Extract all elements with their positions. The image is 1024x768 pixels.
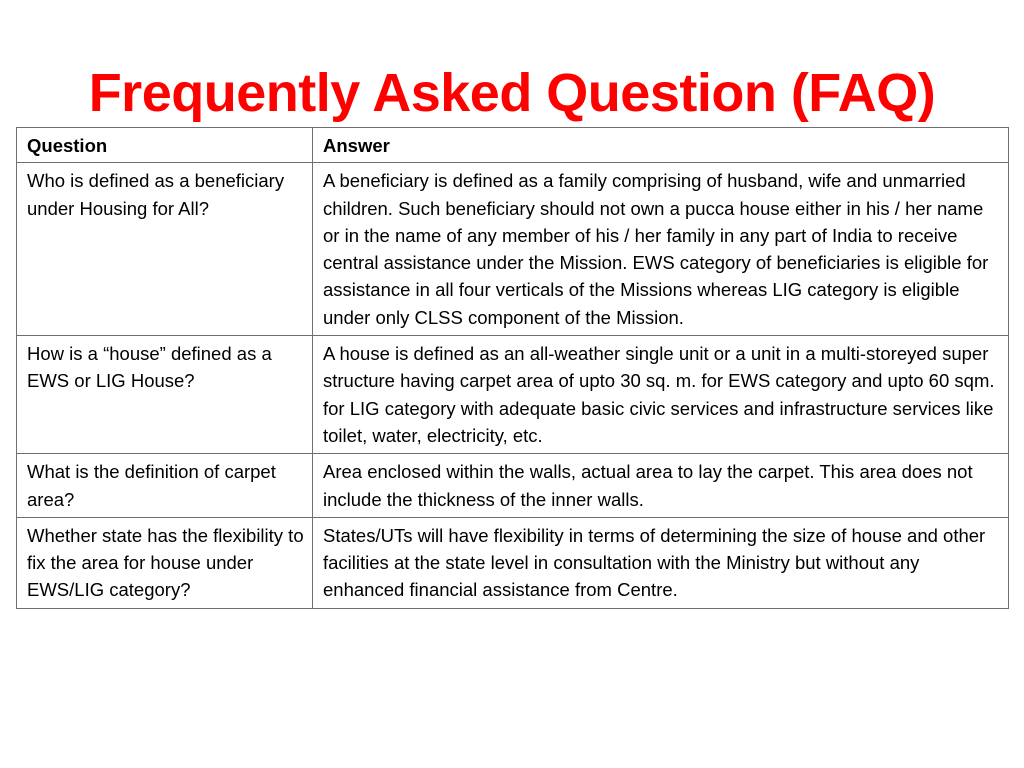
faq-table bbox=[16, 127, 1009, 609]
answer-cell: Area enclosed within the walls, actual area to lay the carpet. This area does not include the thickness of the inner walls. bbox=[313, 454, 1009, 518]
question-cell: Who is defined as a beneficiary under Housing for All? bbox=[17, 163, 313, 336]
table-row bbox=[17, 517, 1009, 608]
column-header-question: Question bbox=[17, 128, 313, 163]
answer-cell: A beneficiary is defined as a family comprising of husband, wife and unmarried children. Such beneficiary should not own a pucca house either in his / her name or in the name of any member of his / her family in any part of India to receive central assistance under the Mission. EWS category of beneficiaries is eligible for assistance in all four verticals of the Missions whereas LIG category is eligible under only CLSS component of the Mission. bbox=[313, 163, 1009, 336]
table-row bbox=[17, 454, 1009, 518]
table-header-row bbox=[17, 128, 1009, 163]
table-row bbox=[17, 336, 1009, 454]
question-cell: Whether state has the flexibility to fix the area for house under EWS/LIG category? bbox=[17, 517, 313, 608]
answer-cell: A house is defined as an all-weather single unit or a unit in a multi-storeyed super structure having carpet area of upto 30 sq. m. for EWS category and upto 60 sqm. for LIG category with adequate basic civic services and infrastructure services like toilet, water, electricity, etc. bbox=[313, 336, 1009, 454]
page-title: Frequently Asked Question (FAQ) bbox=[88, 63, 936, 124]
question-cell: How is a “house” defined as a EWS or LIG House? bbox=[17, 336, 313, 454]
table-row bbox=[17, 163, 1009, 336]
answer-cell: States/UTs will have flexibility in terms of determining the size of house and other facilities at the state level in consultation with the Ministry but without any enhanced financial assistance from Centre. bbox=[313, 517, 1009, 608]
question-cell: What is the definition of carpet area? bbox=[17, 454, 313, 518]
column-header-answer: Answer bbox=[313, 128, 1009, 163]
